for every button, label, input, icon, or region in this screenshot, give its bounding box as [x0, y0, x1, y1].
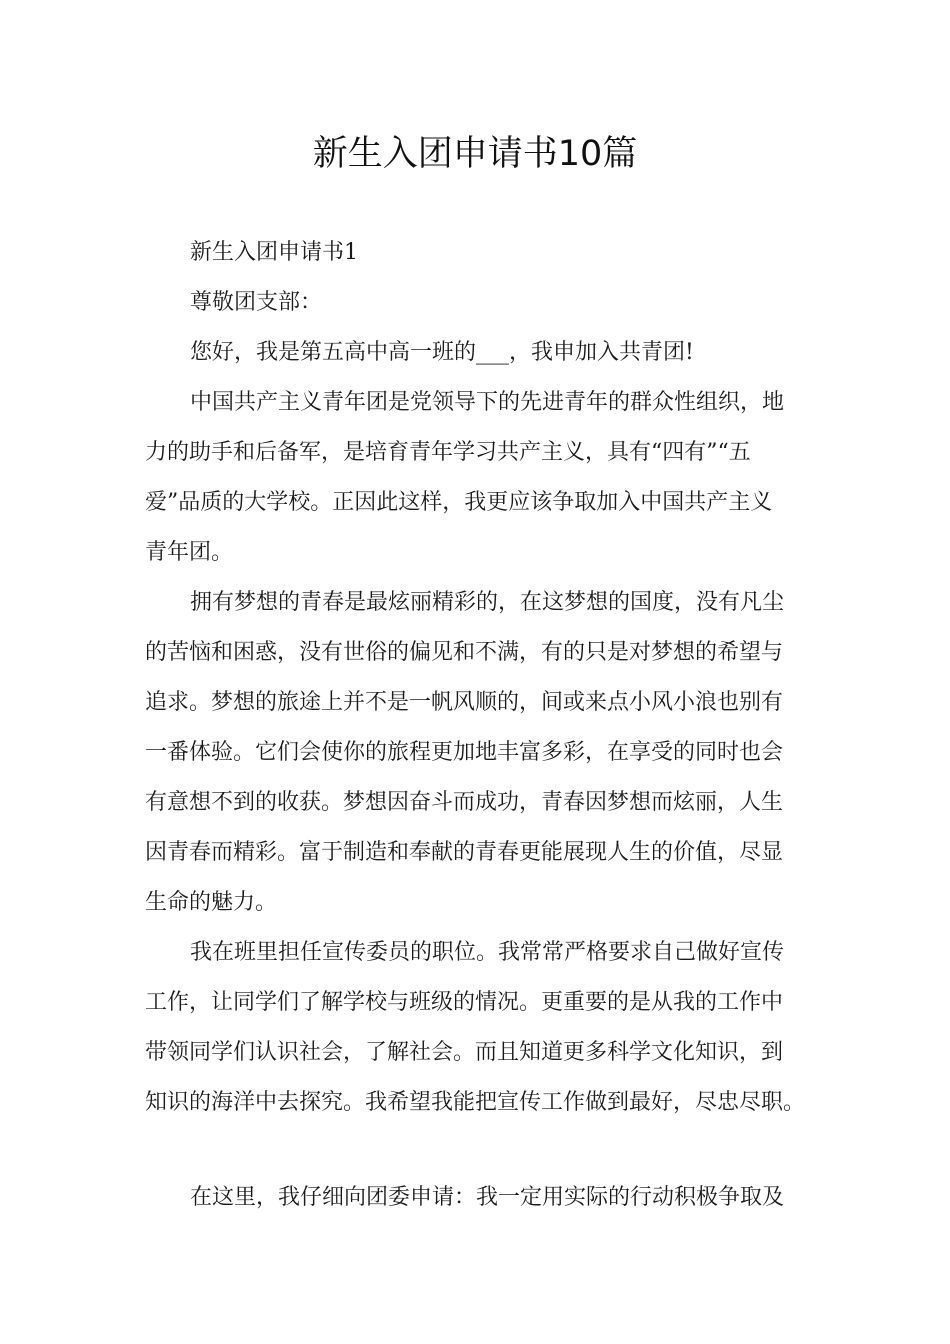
paragraph-line: 一番体验。它们会使你的旅程更加地丰富多彩，在享受的同时也会 [145, 740, 784, 765]
paragraph-line: 生命的魅力。 [145, 890, 278, 915]
paragraph-line: 我在班里担任宣传委员的职位。我常常严格要求自己做好宣传 [190, 940, 785, 965]
paragraph-line: 青年团。 [145, 540, 234, 565]
paragraph-line: 因青春而精彩。富于制造和奉献的青春更能展现人生的价值，尽显 [145, 840, 784, 865]
paragraph-line: 拥有梦想的青春是最炫丽精彩的，在这梦想的国度，没有凡尘 [190, 590, 785, 615]
paragraph-line: 有意想不到的收获。梦想因奋斗而成功，青春因梦想而炫丽，人生 [145, 790, 784, 815]
paragraph-line: 工作，让同学们了解学校与班级的情况。更重要的是从我的工作中 [145, 990, 784, 1015]
salutation: 尊敬团支部： [190, 290, 323, 315]
paragraph-line: 力的助手和后备军，是培育青年学习共产主义，具有“四有”“五 [145, 440, 751, 465]
document-title: 新生入团申请书10篇 [312, 134, 638, 174]
paragraph-line: 追求。梦想的旅途上并不是一帆风顺的，间或来点小风小浪也别有 [145, 690, 784, 715]
section-heading: 新生入团申请书1 [190, 240, 358, 265]
paragraph-line: 带领同学们认识社会，了解社会。而且知道更多科学文化知识，到 [145, 1040, 784, 1065]
paragraph-line: 中国共产主义青年团是党领导下的先进青年的群众性组织，地 [190, 390, 785, 415]
paragraph-line: 知识的海洋中去探究。我希望我能把宣传工作做到最好，尽忠尽职。 [145, 1090, 806, 1115]
paragraph-line: 在这里，我仔细向团委申请：我一定用实际的行动积极争取及 [190, 1185, 785, 1210]
paragraph-line: 的苦恼和困惑，没有世俗的偏见和不满，有的只是对梦想的希望与 [145, 640, 784, 665]
paragraph-line: 您好，我是第五高中高一班的___，我申加入共青团! [190, 340, 694, 365]
paragraph-line: 爱”品质的大学校。正因此这样，我更应该争取加入中国共产主义 [145, 490, 773, 515]
